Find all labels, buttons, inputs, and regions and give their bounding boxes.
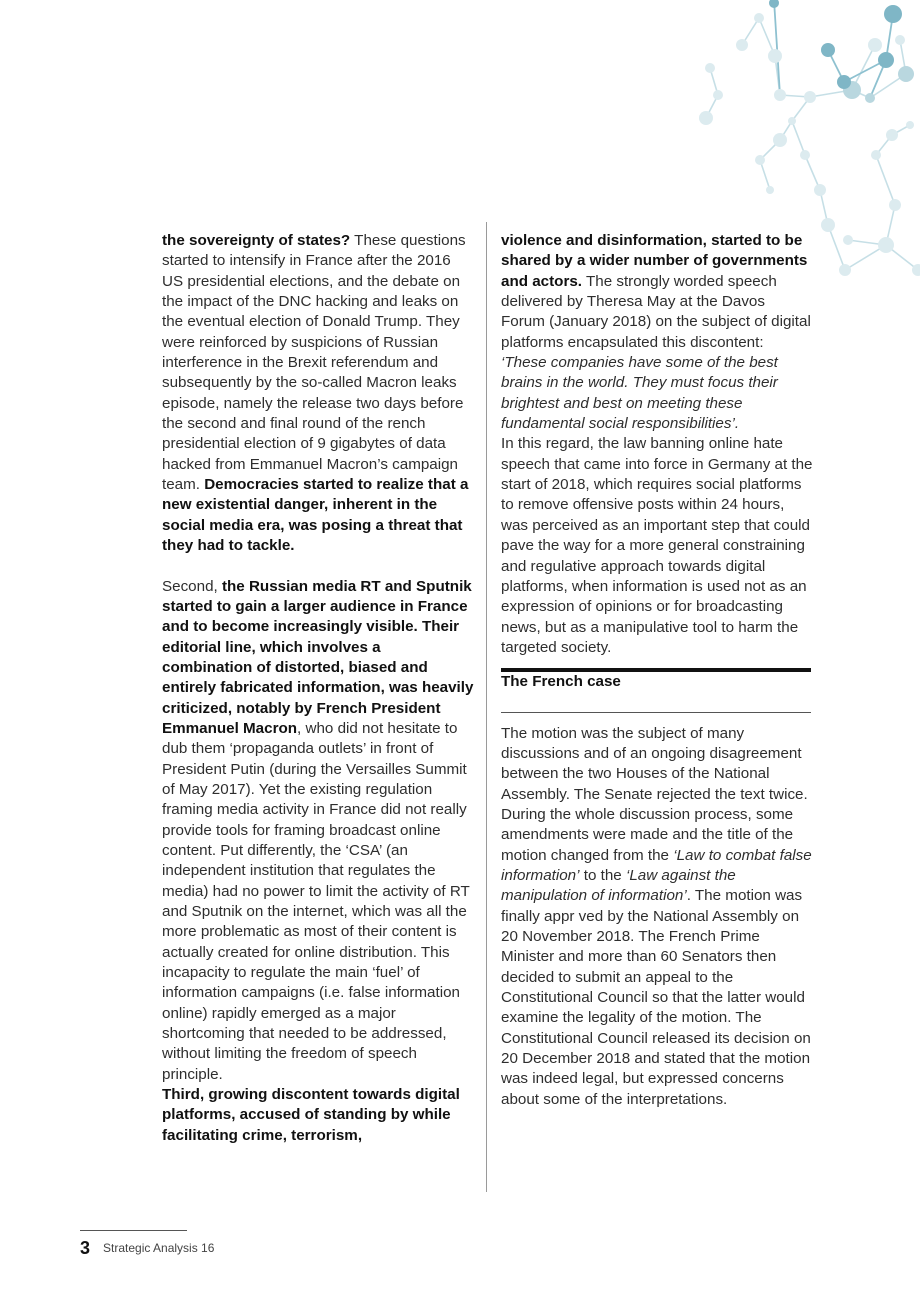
section-title: The French case bbox=[501, 673, 621, 691]
bold-lead-sovereignty: the sovereignty of states? bbox=[162, 232, 351, 249]
paragraph-russian-media bbox=[162, 577, 474, 1086]
paragraph-sovereignty bbox=[162, 231, 474, 557]
paragraph-french-motion bbox=[501, 724, 813, 1111]
body-text: In this regard, the law banning online hate speech that came into force in Germany at the start of 2018, which requires social platforms to remove offensive posts within 24 hours, was perceived as an important step that could pave the way for a more general constraining and regulative approach towards digital platforms, when information is used not as an expression of opinions or for broadcasting news, but as a manipulative tool to harm the targeted society. bbox=[501, 435, 813, 656]
body-text: . The motion was finally appr ved by the National Assembly on 20 November 2018. The French Prime Minister and more than 60 Senators then decided to submit an appeal to the Constitutional Council so that the latter would examine the legality of the motion. The Constitutional Council released its decision on 20 December 2018 and stated that the motion was indeed legal, but expressed concerns about some of the interpretations. bbox=[501, 887, 811, 1108]
bold-key-point: the Russian media RT and Sputnik started to gain a larger audience in France and to become increasingly visible. Their editorial line, which involves a combination of distorted, biased and entirely fabricated information, was heavily criticized, notably by French President Emmanuel Macron bbox=[162, 577, 474, 737]
paragraph-digital-platforms-start bbox=[162, 1085, 474, 1146]
left-text-column bbox=[162, 231, 474, 1146]
body-text: These questions started to intensify in France after the 2016 US presidential elections, and the debate on the impact of the DNC hacking and leaks on the eventual election of Donald Trump. They were reinforced by suspicions of Russian interference in the Brexit referendum and subsequently by the so-called Macron leaks episode, namely the release two days before the second and final round of the rench presidential election of 9 gigabytes of data hacked from Emmanuel Macron’s campaign team. bbox=[162, 232, 466, 494]
paragraph-germany-law bbox=[501, 434, 813, 658]
body-text: , who did not hesitate to dub them ‘propaganda outlets’ in front of President Putin (during the Versailles Summit of May 2017). Yet the existing regulation framing media activity in France did not really provide tools for framing broadcast online content. Put differently, the ‘CSA’ (an independent institution that regulates the media) had no power to limit the activity of RT and Sputnik on the internet, which was all the more problematic as most of their content is actually created for online distribution. This incapacity to regulate the main ‘fuel’ of information campaigns (i.e. false information online) rapidly emerged as a major shortcoming that needed to be addressed, without limiting the freedom of speech principle. bbox=[162, 719, 470, 1083]
body-text: The motion was the subject of many discussions and of an ongoing disagreement between the two Houses of the National Assembly. The Senate rejected the text twice. During the whole discussion process, some amendments were made and the title of the motion changed from the bbox=[501, 724, 808, 864]
paragraph-digital-platforms-cont bbox=[501, 231, 813, 434]
right-text-column bbox=[501, 231, 813, 1110]
body-text: The strongly worded speech delivered by Theresa May at the Davos Forum (January 2018) on the subject of digital platforms encapsulated this discontent: bbox=[501, 272, 811, 351]
page-number: 3 bbox=[80, 1238, 91, 1258]
body-text: Second, bbox=[162, 577, 222, 595]
bold-key-point: Third, growing discontent towards digital platforms, accused of standing by while facilitating crime, terrorism, bbox=[162, 1086, 460, 1144]
footer-rule bbox=[80, 1230, 187, 1231]
body-text: to the bbox=[579, 866, 626, 884]
bold-key-point: Democracies started to realize that a new existential danger, inherent in the social media era, was posing a threat that they had to tackle. bbox=[162, 476, 469, 555]
column-divider bbox=[486, 222, 487, 1192]
italic-law-title-2: ‘Law against the manipulation of information’ bbox=[501, 866, 736, 905]
bold-key-point: violence and disinformation, started to be shared by a wider number of governments and actors. bbox=[501, 232, 808, 290]
quote-theresa-may: ‘These companies have some of the best brains in the world. They must focus their brightest and best on meeting these fundamental social responsibilities’. bbox=[501, 354, 778, 433]
publication-name: Strategic Analysis 16 bbox=[103, 1241, 215, 1255]
italic-law-title-1: ‘Law to combat false information’ bbox=[501, 846, 812, 884]
